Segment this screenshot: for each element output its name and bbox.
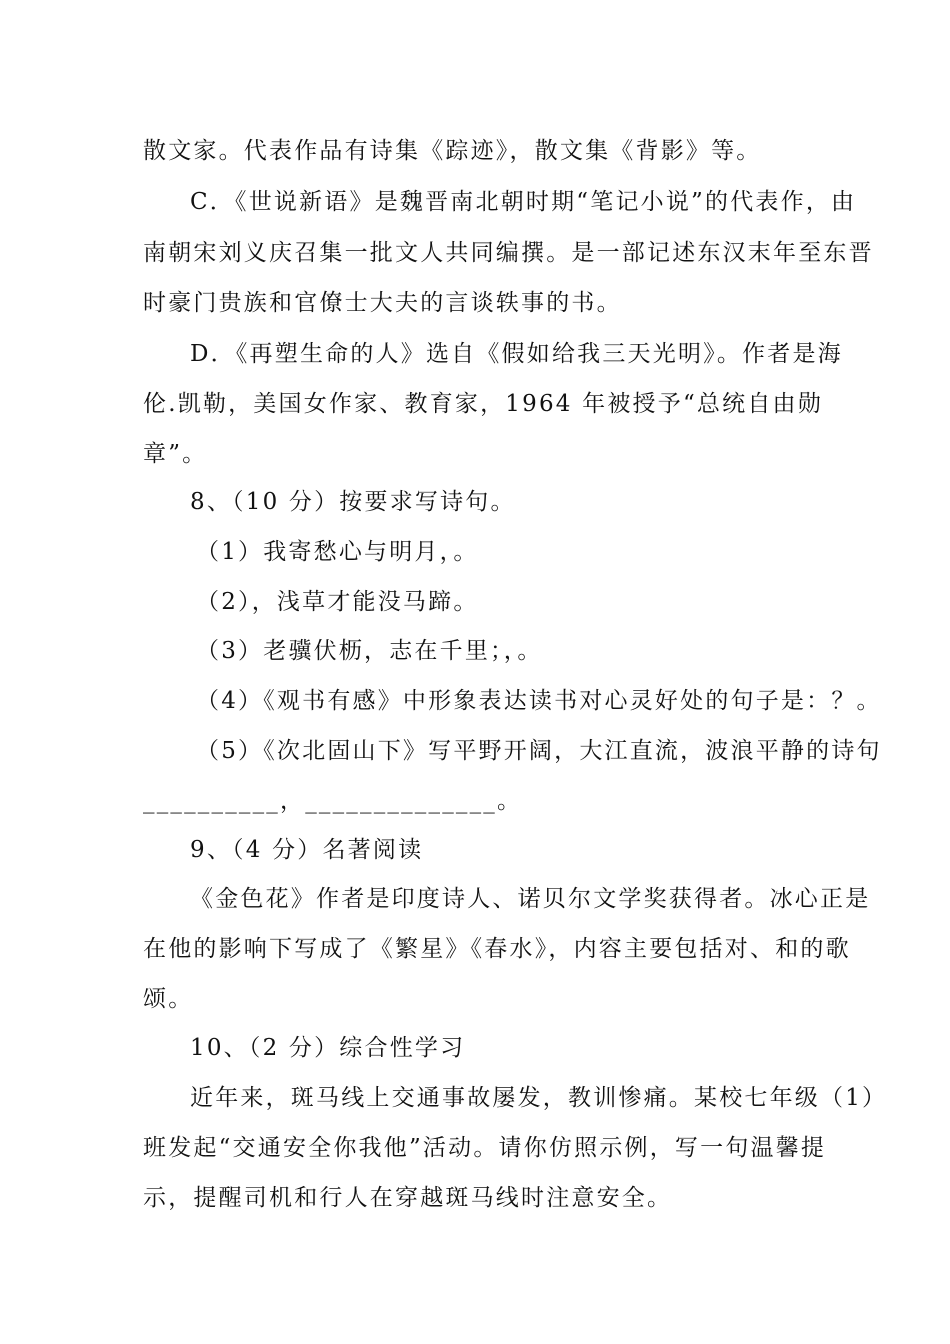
question-9-line-2: 在他的影响下写成了《繁星》《春水》，内容主要包括对、和的歌 <box>143 936 851 962</box>
option-c-line-1: C．《世说新语》是魏晋南北朝时期“笔记小说”的代表作，由 <box>190 189 857 215</box>
question-9-line-3: 颂。 <box>143 986 194 1012</box>
question-8-item-4: （4）《观书有感》中形象表达读书对心灵好处的句子是：？。 <box>196 688 882 714</box>
question-10-heading: 10、（2 分）综合性学习 <box>190 1035 466 1061</box>
question-10-line-3: 示，提醒司机和行人在穿越斑马线时注意安全。 <box>143 1185 673 1211</box>
option-d-line-3: 章”。 <box>143 441 208 467</box>
question-8-item-5: （5）《次北固山下》写平野开阔，大江直流，波浪平静的诗句 <box>196 738 882 764</box>
question-10-line-2: 班发起“交通安全你我他”活动。请你仿照示例，写一句温馨提 <box>143 1135 827 1161</box>
question-10-line-1: 近年来，斑马线上交通事故屡发，教训惨痛。某校七年级（1） <box>190 1085 888 1111</box>
option-d-line-2: 伦.凯勒，美国女作家、教育家，1964 年被授予“总统自由勋 <box>143 391 823 417</box>
question-8-item-1: （1）我寄愁心与明月，。 <box>196 539 479 565</box>
option-c-line-2: 南朝宋刘义庆召集一批文人共同编撰。是一部记述东汉末年至东晋 <box>143 240 874 266</box>
option-c-line-3: 时豪门贵族和官僚士大夫的言谈轶事的书。 <box>143 290 622 316</box>
option-d-line-1: D．《再塑生命的人》选自《假如给我三天光明》。作者是海 <box>190 341 843 367</box>
question-8-heading: 8、（10 分）按要求写诗句。 <box>190 489 516 515</box>
question-9-line-1: 《金色花》作者是印度诗人、诺贝尔文学奖获得者。冰心正是 <box>190 886 871 912</box>
question-8-item-3: （3）老骥伏枥，志在千里；，。 <box>196 638 543 664</box>
option-b-tail: 散文家。代表作品有诗集《踪迹》，散文集《背影》等。 <box>143 138 762 164</box>
question-9-heading: 9、（4 分）名著阅读 <box>190 837 424 863</box>
question-8-item-2: （2），浅草才能没马蹄。 <box>196 589 479 615</box>
question-8-answer-blanks: __________，______________。 <box>143 788 523 814</box>
